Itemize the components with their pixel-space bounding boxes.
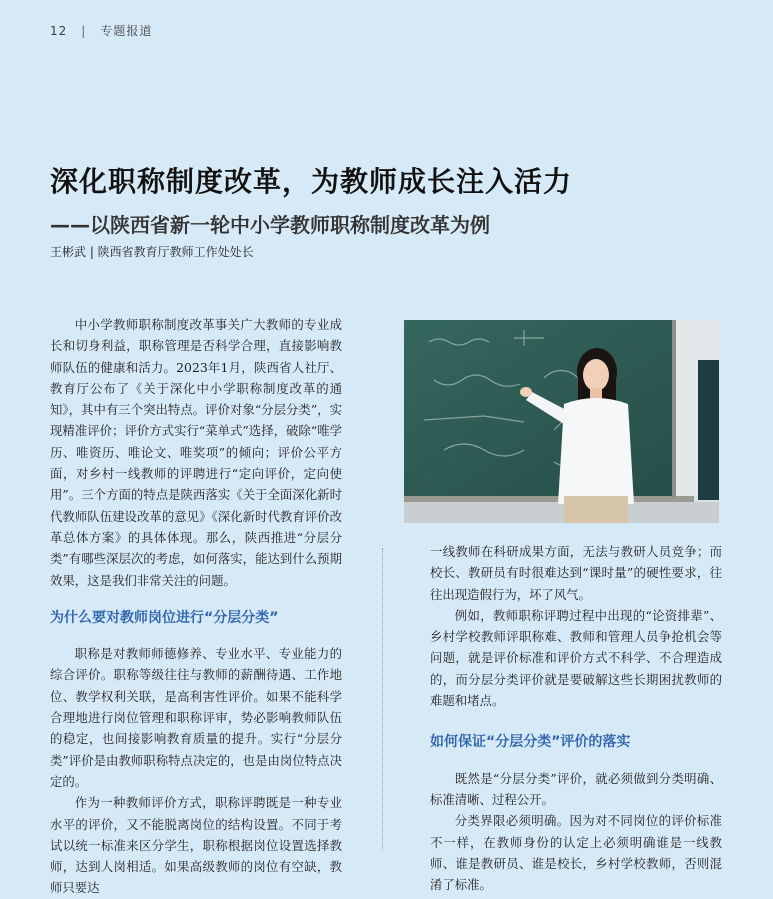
body-paragraph: 既然是“分层分类”评价，就必须做到分类明确、标准清晰、过程公开。 — [430, 770, 722, 807]
section-heading-how: 如何保证“分层分类”评价的落实 — [430, 734, 631, 751]
continued-paragraph: 一线教师在科研成果方面，无法与教研人员竞争；而校长、教研员有时很难达到“课时量”的硬性要求，往往出现造假行为，坏了风气。 — [430, 544, 722, 602]
body-paragraph: 分类界限必须明确。因为对不同岗位的评价标准不一样，在教师身份的认定上必须明确谁是一线教师、谁是教研员、谁是校长，乡村学校教师，否则混淆了标准。 — [430, 813, 722, 893]
byline: 王彬武 | 陕西省教育厅教师工作处处长 — [50, 245, 254, 259]
column-divider — [382, 548, 383, 850]
body-paragraph: 职称是对教师师德修养、专业水平、专业能力的综合评价。职称等级往往与教师的薪酬待遇、工作地位、教学权利关联，是高利害性评价。如果不能科学合理地进行岗位管理和职称评审，势必影响教师队伍的稳定，也间接影响教育质量的提升。实行“分层分类”评价是由教师职称特点决定的，也是由岗位特点决定的。 — [50, 646, 342, 789]
teacher-chalkboard-photo — [404, 320, 719, 523]
body-paragraph: 作为一种教师评价方式，职称评聘既是一种专业水平的评价，又不能脱离岗位的结构设置。不同于考试以统一标准来区分学生，职称根据岗位设置选择教师，达到人岗相适。如果高级教师的岗位有空缺，教师只要达 — [50, 795, 342, 896]
header-separator: | — [81, 24, 87, 38]
article-subtitle: ——以陕西省新一轮中小学教师职称制度改革为例 — [50, 213, 490, 237]
right-column — [430, 541, 722, 895]
section-label: 专题报道 — [100, 24, 153, 38]
page-number: 12 — [50, 24, 68, 38]
left-column — [50, 314, 342, 899]
running-head — [50, 22, 152, 39]
body-paragraph: 例如，教师职称评聘过程中出现的“论资排辈”、乡村学校教师评职称难、教师和管理人员争抢机会等问题，就是评价标准和评价方式不科学、不合理造成的，而分层分类评价就是要破解这些长期困扰教师的难题和堵点。 — [430, 607, 722, 709]
article-title: 深化职称制度改革，为教师成长注入活力 — [50, 165, 573, 198]
intro-paragraph: 中小学教师职称制度改革事关广大教师的专业成长和切身利益，职称管理是否科学合理，直接影响教师队伍的健康和活力。2023年1月，陕西省人社厅、教育厅公布了《关于深化中小学职称制度改革的通知》，其中有三个突出特点。评价对象“分层分类”，实现精准评价；评价方式实行“菜单式”选择，破除“唯学历、唯资历、唯论文、唯奖项”的倾向；评价公平方面，对乡村一线教师的评聘进行“定向评价，定向使用”。三个方面的特点是陕西落实《关于全面深化新时代教师队伍建设改革的意见》《深化新时代教育评价改革总体方案》的具体体现。那么，陕西推进“分层分类”有哪些深层次的考虑，如何落实，能达到什么预期效果，这是我们非常关注的问题。 — [50, 317, 342, 588]
section-heading-why: 为什么要对教师岗位进行“分层分类” — [50, 609, 279, 626]
